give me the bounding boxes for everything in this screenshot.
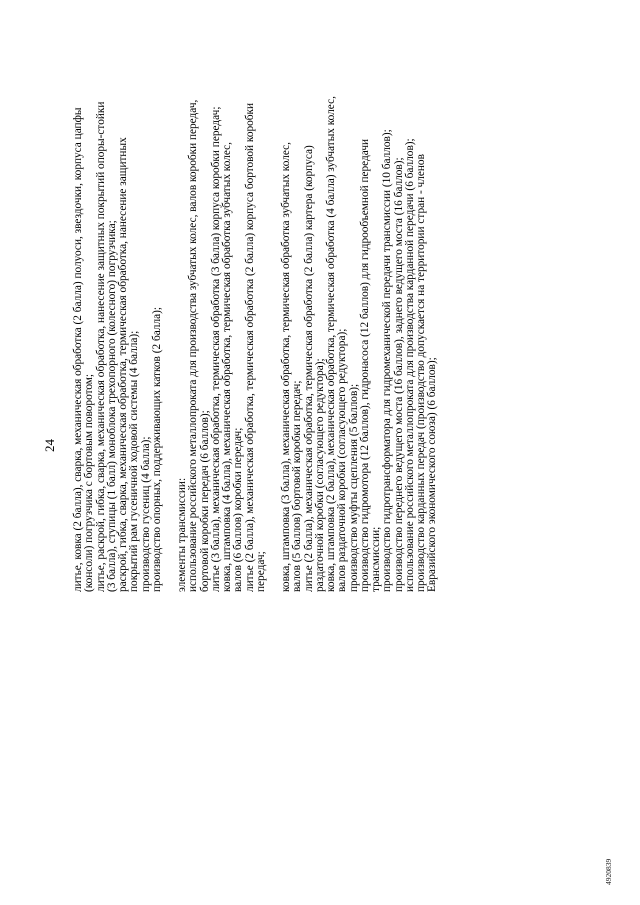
text-line: (3 балла), ступицы (1 балл) моноблока трехопорного (колесного) погрузчика;: [105, 220, 118, 592]
text-line: валов раздаточной коробки (согласующего редуктора);: [336, 328, 349, 592]
text-line: производство гидромотора (12 баллов), гидронасоса (12 баллов) для гидрообъемной передачи: [358, 138, 371, 592]
text-line: валов (5 баллов) бортовой коробки передач;: [291, 380, 304, 592]
text-line: производство карданных передач (производство допускается на территории стран - членов: [415, 154, 427, 592]
document-text: [73, 37, 439, 592]
page-number: 24: [42, 439, 57, 452]
text-line: ковка, штамповка (4 балла), механическая обработка, термическая обработка зубчатых колес,: [221, 142, 233, 592]
text-line: литье (3 балла), механическая обработка, термическая обработка (3 балла) корпуса коробки передач;: [209, 106, 222, 592]
text-line: производство гусениц (4 балла);: [139, 436, 152, 592]
text-line: ковка, штамповка (2 балла), механическая обработка, термическая обработка (4 балла) зубчатых колес,: [325, 96, 337, 592]
text-line: трансмиссии;: [370, 526, 382, 592]
text-line: производство опорных, поддерживающих катков (2 балла);: [150, 307, 163, 592]
text-line: литье, ковка (2 балла), сварка, механическая обработка (2 балла) полуоси, звездочки, корпуса цапфы: [72, 107, 84, 592]
text-line: покрытий рам гусеничной ходовой системы (4 балла);: [128, 330, 141, 592]
text-line: передач;: [254, 551, 267, 592]
paragraph-transmission: [177, 37, 267, 592]
text-line: бортовой коробки передач (6 баллов);: [198, 410, 211, 592]
text-line: Евразийского экономического союза) (6 баллов);: [426, 357, 439, 592]
text-line: использование российского металлопроката для производства карданной передачи (6 баллов);: [403, 138, 416, 592]
paragraph-gap: [163, 37, 177, 592]
paragraph-chassis: [73, 37, 163, 592]
paragraph-transmission-continued: [281, 37, 439, 592]
text-line: валов (6 баллов) коробки передач;: [232, 427, 245, 592]
text-line: производство гидротрансформатора для гидромеханической передачи трансмиссии (10 баллов);: [381, 129, 394, 592]
text-line: раздаточной коробки (согласующего редуктора);: [313, 358, 326, 592]
text-line: ковка, штамповка (3 балла), механическая обработка, термическая обработка зубчатых колес,: [280, 142, 292, 592]
text-line: литье, раскрой, гибка, сварка, механическая обработка, нанесение защитных покрытий опоры-стойки: [94, 101, 107, 592]
text-line: производство переднего ведущего моста (16 баллов), заднего ведущего моста (16 баллов);: [392, 157, 405, 592]
document-code: 4920839: [604, 858, 613, 885]
text-line: (консоли) погрузчика с бортовым поворотом;: [83, 373, 96, 592]
text-line: раскрой, гибка, сварка, механическая обработка, термическая обработка, нанесение защитных: [117, 137, 129, 592]
text-line: использование российского металлопроката для производства зубчатых колес, валов коробки передач,: [187, 99, 200, 592]
paragraph-gap: [267, 37, 281, 592]
text-line: производство муфты сцепления (5 баллов);: [347, 383, 360, 592]
text-line: литье (2 балла), механическая обработка, термическая обработка (2 балла) картера (корпуса): [302, 145, 315, 592]
section-heading: элементы трансмиссии:: [176, 477, 188, 592]
text-line: литье (2 балла), механическая обработка, термическая обработка (2 балла) корпуса бортовой коробки: [243, 102, 256, 592]
